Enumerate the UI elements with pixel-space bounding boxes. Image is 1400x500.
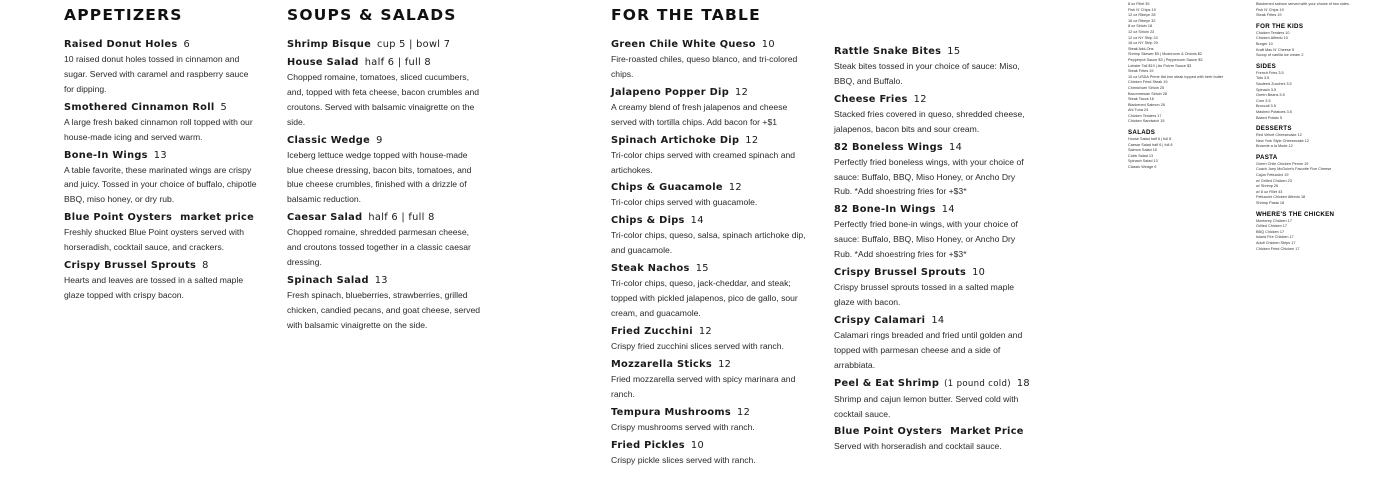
item-price: 12 [718, 358, 732, 370]
item-price: 10 [972, 267, 986, 279]
item-name: Shrimp Bisque [287, 39, 372, 50]
section-title-appetizers: APPETIZERS [64, 6, 183, 24]
thumbnail-line: Chimichurri Sirloin 25 [1128, 85, 1165, 90]
menu-item [611, 133, 806, 178]
item-description: Shrimp and cajun lemon butter. Served cold with cocktail sauce. [834, 393, 1019, 419]
for-the-table-continued-column [834, 44, 1030, 457]
thumbnail-line: Caesar Salad half 6 | full 8 [1128, 142, 1173, 147]
thumbnail-line: Baked Potato 5 [1256, 115, 1282, 120]
item-description: Fire-roasted chiles, queso blanco, and tri-colored chips. [611, 54, 798, 79]
item-price: 8 [202, 260, 209, 272]
item-price: 12 [698, 325, 712, 337]
thumbnail-line: Chicken Tenders 17 [1128, 113, 1162, 118]
item-note: (1 pound cold) [944, 378, 1011, 389]
item-price: 12 [737, 406, 751, 418]
item-price: 14 [941, 204, 955, 216]
thumbnail-line: Island Fire Chicken 17 [1256, 235, 1294, 240]
thumbnail-line: Mashed Potatoes 3.5 [1256, 109, 1292, 114]
menu-item [287, 133, 483, 208]
item-price: 13 [374, 274, 388, 286]
menu-item [834, 140, 1030, 200]
thumbnail-line: Chicken Sandwich 15 [1128, 119, 1165, 124]
thumbnail-line: Steak Add-Ons [1128, 46, 1154, 51]
item-market-price: market price [180, 212, 255, 224]
thumbnail-heading: FOR THE KIDS [1256, 22, 1304, 30]
item-name: Jalapeno Popper Dip [611, 86, 730, 98]
thumbnail-line: Cobb Salad 13 [1128, 153, 1154, 158]
item-price: cup 5 | bowl 7 [377, 39, 451, 50]
item-description: Perfectly fried boneless wings, with your choice of sauce: Buffalo, BBQ, Miso Honey, or Ancho Dry Rub. *Add shoestring fries for +$3* [834, 156, 1024, 197]
thumbnail-line: Lobster Tail $19 | Au Poivre Sauce $3 [1128, 63, 1192, 68]
item-name: Cheese Fries [834, 93, 908, 105]
thumbnail-line: Salmon Salad 15 [1128, 148, 1157, 153]
menu-item [834, 313, 1030, 373]
item-description: Chopped romaine, tomatoes, sliced cucumbers, and, topped with feta cheese, bacon crumbles and croutons. Served with balsamic vinaigrette on the side. [287, 72, 480, 127]
thumbnail-heading: SIDES [1256, 62, 1277, 70]
menu-item [611, 37, 806, 82]
thumbnail-heading: WHERE'S THE CHICKEN [1256, 210, 1335, 218]
thumbnail-heading: DESSERTS [1256, 125, 1292, 133]
thumbnail-line: Steak Frites 19 [1128, 69, 1154, 74]
thumbnail-line: BBQ Chicken 17 [1256, 229, 1285, 234]
thumbnail-line: Adult Chicken Strips 17 [1256, 241, 1296, 245]
thumbnail-line: French Fries 3.5 [1256, 70, 1284, 75]
thumbnail-line: Chicken Fried Steak 19 [1128, 80, 1168, 85]
item-name: Fried Zucchini [611, 325, 693, 337]
thumbnail-line: Pepperpot Sauce $3 | Peppercorn Sauce $3 [1128, 57, 1203, 62]
item-price: 9 [376, 134, 383, 146]
thumbnail-line: Baconmesan Sirloin 28 [1128, 91, 1168, 96]
menu-item [64, 37, 260, 97]
thumbnail-line: 8 oz Fillet 39 [1128, 2, 1150, 6]
item-description: Calamari rings breaded and fried until golden and topped with parmesan cheese and a side of arrabbiata. [834, 329, 1023, 370]
menu-item [611, 405, 806, 435]
menu-item [611, 324, 806, 354]
thumbnail-heading: PASTA [1256, 153, 1278, 161]
soups-salads-column [287, 0, 483, 336]
thumbnail-line: Tots 3.5 [1256, 76, 1270, 81]
item-name: Peel & Eat Shrimp [834, 377, 940, 389]
for-the-table-column [611, 0, 806, 470]
thumbnail-line: 12 oz Sirloin 23 [1128, 29, 1155, 34]
menu-item [64, 148, 260, 208]
thumbnail-line: Chicken Alfredo 10 [1256, 36, 1288, 41]
item-description: Fried mozzarella served with spicy marinara and ranch. [611, 373, 796, 399]
item-description: Tri-color chips served with creamed spinach and artichokes. [611, 149, 796, 175]
thumbnail-line: w/ Grilled Chicken 23 [1256, 178, 1292, 183]
item-name: Blue Point Oysters [64, 212, 173, 224]
item-description: Crispy pickle slices served with ranch. [611, 454, 756, 465]
thumbnail-line: Ahi Tuna 24 [1128, 108, 1149, 113]
menu-item [834, 376, 1030, 422]
item-price: 13 [153, 149, 167, 161]
thumbnail-line: 12 oz Ribeye 28 [1128, 13, 1156, 18]
thumbnail-line: Blackened salmon served with your choice of two sides [1256, 2, 1349, 6]
item-description: Crispy brussel sprouts tossed in a salted maple glaze with bacon. [834, 282, 1015, 307]
thumbnail-line: Steak Tacos 16 [1128, 97, 1154, 102]
thumbnail-line: Shrimp Pasta 18 [1256, 201, 1285, 206]
item-description: Chopped romaine, shredded parmesan cheese, and croutons tossed together in a classic caesar dressing. [287, 227, 471, 268]
item-name: Chips & Dips [611, 215, 685, 227]
menu-item [287, 55, 483, 130]
menu-item [64, 258, 260, 303]
item-name: Chips & Guacamole [611, 182, 723, 194]
thumbnail-left-column [1128, 2, 1224, 171]
thumbnail-line: w/ 8 oz Fillet 43 [1256, 189, 1283, 194]
menu-page-thumbnail [1128, 0, 1400, 500]
thumbnail-line: Classic Wedge 9 [1128, 165, 1157, 170]
thumbnail-line: Green Beans 3.5 [1256, 93, 1285, 98]
thumbnail-line: Blackened Salmon 26 [1128, 102, 1165, 107]
thumbnail-line: Red Velvet Cheesecake 12 [1256, 133, 1302, 138]
item-price: 10 [761, 39, 775, 50]
menu-item [834, 202, 1030, 262]
menu-item [611, 357, 806, 402]
thumbnail-line: Broccoli 3.5 [1256, 104, 1276, 109]
item-name: Spinach Artichoke Dip [611, 134, 740, 146]
item-description: Tri-color chips, queso, salsa, spinach artichoke dip, and guacamole. [611, 230, 806, 256]
item-name: Blue Point Oysters [834, 426, 943, 438]
thumbnail-line: New York Style Cheesecake 12 [1256, 138, 1309, 143]
thumbnail-line: Sauteed Zucchini 3.5 [1256, 81, 1292, 86]
item-price: 15 [947, 46, 961, 57]
thumbnail-line: Chicken Fried Chicken 17 [1256, 246, 1300, 251]
appetizers-column [64, 0, 260, 306]
section-title-for-the-table: FOR THE TABLE [611, 6, 761, 24]
item-description: Fresh spinach, blueberries, strawberries, grilled chicken, candied pecans, and goat cheese, served with balsamic vinaigrette on the side. [287, 289, 481, 330]
thumbnail-line: 16 oz Ribeye 32 [1128, 18, 1156, 23]
item-name: Steak Nachos [611, 263, 690, 275]
item-name: Bone-In Wings [64, 149, 148, 161]
menu-item [287, 273, 483, 333]
item-description: 10 raised donut holes tossed in cinnamon and sugar. Served with caramel and raspberry sauce for dipping. [64, 54, 249, 94]
item-price: 14 [949, 141, 963, 153]
menu-item [611, 438, 806, 468]
item-description: Tri-color chips served with guacamole. [611, 197, 758, 208]
menu-item [64, 210, 260, 255]
item-price: half 6 | full 8 [364, 57, 431, 68]
item-name: Rattle Snake Bites [834, 46, 942, 57]
menu-item [834, 44, 1030, 89]
item-price: 6 [183, 39, 191, 50]
item-description: Iceberg lettuce wedge topped with house-made blue cheese dressing, bacon bits, tomatoes, and blue cheese crumbles, finished with a drizzle of balsamic reduction. [287, 149, 472, 205]
thumbnail-line: Steak Frites 19 [1256, 13, 1282, 18]
item-description: Freshly shucked Blue Point oysters served with horseradish, cocktail sauce, and crackers. [64, 227, 245, 253]
thumbnail-line: Shrimp Skewer $9 | Mushroom & Onions $2 [1128, 52, 1203, 57]
thumbnail-line: Fish N' Chips 19 [1256, 7, 1284, 12]
item-description: Perfectly fried bone-in wings, with your choice of sauce: Buffalo, BBQ, Miso Honey, or Ancho Dry Rub. *Add shoestring fries for +$3* [834, 219, 1018, 260]
thumbnail-line: Kraft Mac N' Cheese 5 [1256, 47, 1295, 52]
thumbnail-line: Monterey Chicken 17 [1256, 218, 1292, 223]
thumbnail-line: Coach Joey McGuire's Favorite Five Cheese [1256, 167, 1332, 172]
thumbnail-line: Fish N' Chips 19 [1128, 7, 1156, 12]
item-price: 14 [690, 215, 704, 227]
menu-item [287, 210, 483, 270]
item-price: 12 [913, 93, 927, 105]
item-name: Mozzarella Sticks [611, 358, 713, 370]
item-name: Raised Donut Holes [64, 39, 178, 50]
item-price: 18 [1016, 377, 1030, 389]
thumbnail-line: 10 oz USDA Prime flat iron steak topped with herb butter [1128, 74, 1224, 79]
item-name: 82 Bone-In Wings [834, 204, 936, 216]
item-price: 12 [735, 86, 749, 98]
thumbnail-line: Spinach Salad 13 [1128, 159, 1158, 164]
item-name: Classic Wedge [287, 134, 371, 146]
item-name: 82 Boneless Wings [834, 141, 944, 153]
item-description: A large fresh baked cinnamon roll topped with our house-made icing and served warm. [64, 116, 253, 142]
thumbnail-line: House Salad half 6 | full 8 [1128, 137, 1172, 142]
item-name: Tempura Mushrooms [611, 406, 732, 418]
item-name: House Salad [287, 57, 359, 68]
thumbnail-line: w/ Shrimp 26 [1256, 184, 1279, 189]
item-price: 10 [690, 439, 704, 451]
item-description: A creamy blend of fresh jalapenos and cheese served with tortilla chips. Add bacon for +$1 [611, 101, 788, 127]
thumbnail-line: Brownie a la Mode 12 [1256, 144, 1293, 149]
item-name: Crispy Brussel Sprouts [64, 260, 197, 272]
thumbnail-line: 16 oz NY Strip 29 [1128, 41, 1158, 46]
item-description: A table favorite, these marinated wings are crispy and juicy. Tossed in your choice of buffalo, chipotle BBQ, miso honey, or dry rub. [64, 164, 257, 205]
item-price: 5 [220, 101, 228, 113]
item-name: Fried Pickles [611, 439, 685, 451]
thumbnail-line: Green Chile Chicken Penne 19 [1256, 161, 1309, 166]
thumbnail-line: Fettuccini Chicken Alfredo 18 [1256, 195, 1306, 200]
item-description: Steak bites tossed in your choice of sauce: Miso, BBQ, and Buffalo. [834, 61, 1020, 86]
item-name: Green Chile White Queso [611, 39, 756, 50]
item-description: Crispy fried zucchini slices served with ranch. [611, 340, 784, 351]
item-description: Hearts and leaves are tossed in a salted maple glaze topped with crispy bacon. [64, 275, 244, 300]
menu-item [611, 213, 806, 258]
menu-item [611, 261, 806, 321]
thumbnail-line: 12 oz NY Strip 24 [1128, 35, 1158, 40]
item-description: Tri-color chips, queso, jack-cheddar, and steak; topped with pickled jalapenos, pico de gallo, sour cream, and guacamole. [611, 278, 798, 318]
thumbnail-line: Spinach 3.5 [1256, 87, 1277, 92]
thumbnail-line: Chicken Tenders 10 [1256, 30, 1290, 35]
item-price: 12 [745, 134, 759, 146]
item-price: half 6 | full 8 [368, 212, 435, 224]
thumbnail-line: Corn 3.5 [1256, 98, 1271, 103]
thumbnail-heading: SALADS [1128, 129, 1156, 137]
item-price: 14 [931, 314, 945, 326]
item-name: Smothered Cinnamon Roll [64, 101, 215, 113]
thumbnail-line: 8 oz Sirloin 18 [1128, 24, 1153, 29]
thumbnail-right-column [1256, 2, 1356, 252]
menu-item [611, 180, 806, 210]
item-name: Crispy Brussel Sprouts [834, 267, 967, 279]
item-description: Stacked fries covered in queso, shredded cheese, jalapenos, bacon bits and sour cream. [834, 108, 1025, 134]
item-price: 12 [728, 182, 742, 194]
item-name: Caesar Salad [287, 212, 363, 224]
thumbnail-line: Grilled Chicken 17 [1256, 224, 1288, 229]
menu-item [834, 265, 1030, 310]
item-price: 15 [695, 263, 709, 275]
section-title-soups-salads: SOUPS & SALADS [287, 6, 457, 24]
menu-item [834, 92, 1030, 137]
thumbnail-line: Scoop of vanilla ice cream 2 [1256, 53, 1304, 58]
thumbnail-line: Burger 10 [1256, 41, 1273, 46]
item-name: Crispy Calamari [834, 314, 926, 326]
menu-item [834, 424, 1030, 454]
item-description: Crispy mushrooms served with ranch. [611, 421, 755, 432]
menu-item [611, 85, 806, 130]
menu-item [64, 100, 260, 145]
item-name: Spinach Salad [287, 274, 369, 286]
item-description: Served with horseradish and cocktail sauce. [834, 441, 1002, 452]
item-market-price: Market Price [950, 426, 1024, 438]
thumbnail-line: Cajun Fettuccini 19 [1256, 173, 1289, 178]
menu-item [287, 37, 483, 52]
